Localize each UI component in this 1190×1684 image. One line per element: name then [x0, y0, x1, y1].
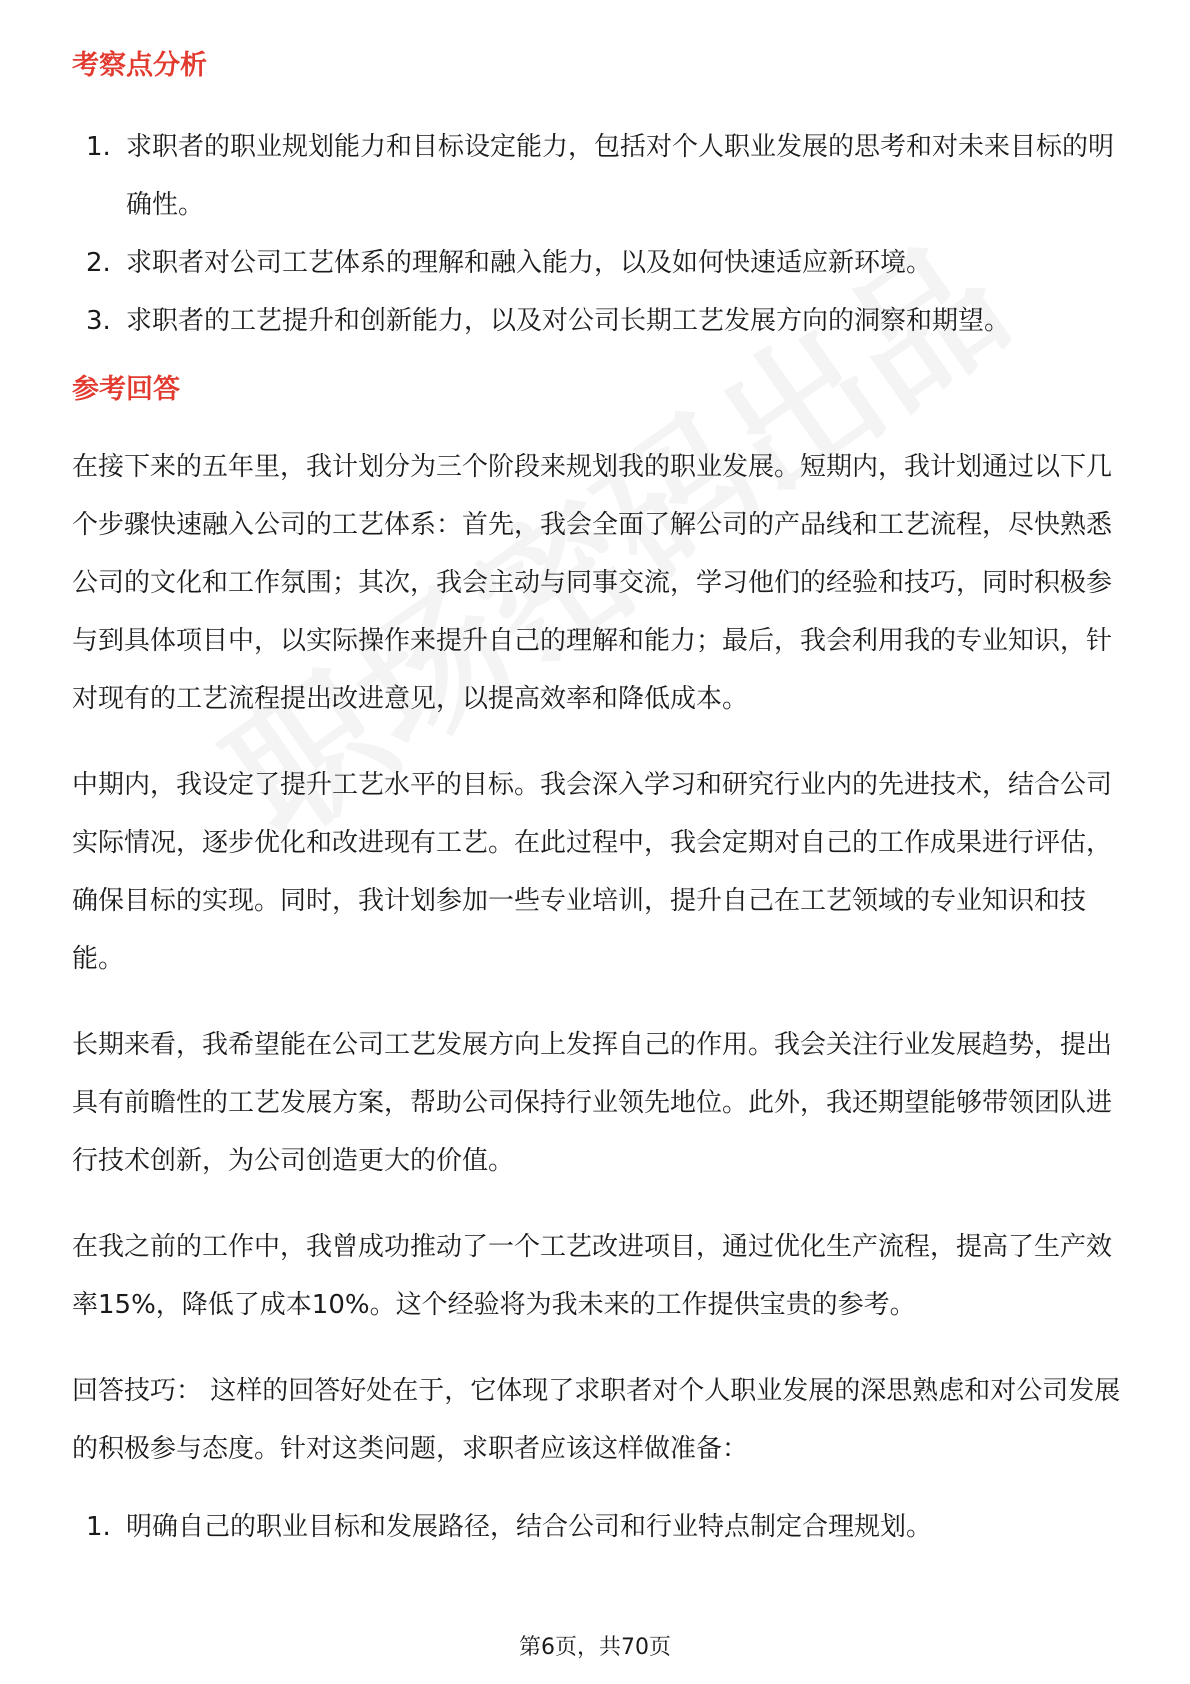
list-number: 3. — [86, 306, 111, 336]
tips-list — [72, 1498, 1122, 1556]
document-page — [72, 40, 1122, 1556]
list-text: 求职者对公司工艺体系的理解和融入能力，以及如何快速适应新环境。 — [126, 248, 933, 278]
list-item — [72, 118, 1122, 234]
list-item — [72, 234, 1122, 292]
page-number: 第6页，共70页 — [519, 1635, 671, 1660]
list-text: 明确自己的职业目标和发展路径，结合公司和行业特点制定合理规划。 — [126, 1512, 933, 1542]
list-text: 求职者的工艺提升和创新能力，以及对公司长期工艺发展方向的洞察和期望。 — [126, 306, 1011, 336]
answer-tips-paragraph: 回答技巧： 这样的回答好处在于，它体现了求职者对个人职业发展的深思熟虑和对公司发展的积极参与态度。针对这类问题，求职者应该这样做准备： — [72, 1376, 1121, 1464]
list-number: 2. — [86, 248, 111, 278]
answer-paragraph: 在我之前的工作中，我曾成功推动了一个工艺改进项目，通过优化生产流程，提高了生产效率15%，降低了成本10%。这个经验将为我未来的工作提供宝贵的参考。 — [72, 1232, 1113, 1320]
list-number: 1. — [86, 132, 111, 162]
analysis-title: 考察点分析 — [72, 50, 207, 81]
analysis-list — [72, 118, 1122, 350]
answer-paragraph: 长期来看，我希望能在公司工艺发展方向上发挥自己的作用。我会关注行业发展趋势，提出具有前瞻性的工艺发展方案，帮助公司保持行业领先地位。此外，我还期望能够带领团队进行技术创新，为公司创造更大的价值。 — [72, 1030, 1113, 1176]
answer-paragraph: 中期内，我设定了提升工艺水平的目标。我会深入学习和研究行业内的先进技术，结合公司实际情况，逐步优化和改进现有工艺。在此过程中，我会定期对自己的工作成果进行评估，确保目标的实现。同时，我计划参加一些专业培训，提升自己在工艺领域的专业知识和技能。 — [72, 770, 1113, 974]
list-text: 求职者的职业规划能力和目标设定能力，包括对个人职业发展的思考和对未来目标的明确性。 — [126, 132, 1115, 220]
answer-paragraph: 在接下来的五年里，我计划分为三个阶段来规划我的职业发展。短期内，我计划通过以下几个步骤快速融入公司的工艺体系：首先，我会全面了解公司的产品线和工艺流程，尽快熟悉公司的文化和工作氛围；其次，我会主动与同事交流，学习他们的经验和技巧，同时积极参与到具体项目中，以实际操作来提升自己的理解和能力；最后，我会利用我的专业知识，针对现有的工艺流程提出改进意见，以提高效率和降低成本。 — [72, 452, 1113, 714]
list-item — [72, 1498, 1122, 1556]
list-item — [72, 292, 1122, 350]
list-number: 1. — [86, 1512, 111, 1542]
answer-title: 参考回答 — [72, 374, 180, 405]
